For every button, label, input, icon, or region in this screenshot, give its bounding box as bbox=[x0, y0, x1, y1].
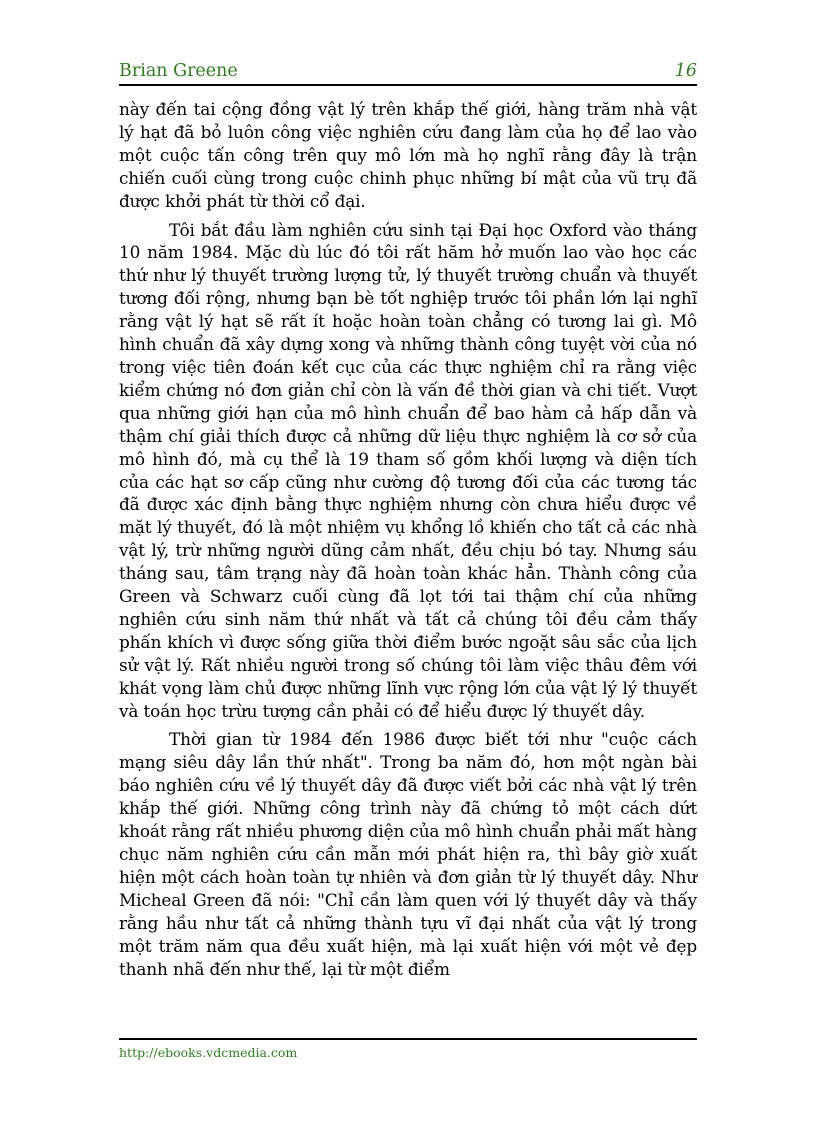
header-page-number: 16 bbox=[674, 61, 697, 81]
paragraph-superstring-revolution: Thời gian từ 1984 đến 1986 được biết tới như "cuộc cách mạng siêu dây lần thứ nhất". Trong ba năm đó, hơn một ngàn bài báo nghiên cứu về lý thuyết dây đã được viết bởi các nhà vật lý trên khắp thế giới. Những công trình này đã chứng tỏ một cách dứt khoát rằng rất nhiều phương diện của mô hình chuẩn phải mất hàng chục năm nghiên cứu cần mẫn mới phát hiện ra, thì bây giờ xuất hiện một cách hoàn toàn tự nhiên và đơn giản từ lý thuyết dây. Như Micheal Green đã nói: "Chỉ cần làm quen với lý thuyết dây và thấy rằng hầu như tất cả những thành tựu vĩ đại nhất của vật lý trong một trăm năm qua đều xuất hiện, mà lại xuất hiện với một vẻ đẹp thanh nhã đến như thế, lại từ một điểm bbox=[119, 729, 697, 979]
header-author: Brian Greene bbox=[119, 61, 238, 81]
paragraph-oxford: Tôi bắt đầu làm nghiên cứu sinh tại Đại học Oxford vào tháng 10 năm 1984. Mặc dù lúc đó tôi rất hăm hở muốn lao vào học các thứ như lý thuyết trường lượng tử, lý thuyết trường chuẩn và thuyết tương đối rộng, nhưng bạn bè tốt nghiệp trước tôi phần lớn lại nghĩ rằng vật lý hạt sẽ rất ít hoặc hoàn toàn chẳng có tương lai gì. Mô hình chuẩn đã xây dựng xong và những thành công tuyệt vời của nó trong việc tiên đoán kết cục của các thực nghiệm chỉ ra rằng việc kiểm chứng nó đơn giản chỉ còn là vấn đề thời gian và chi tiết. Vượt qua những giới hạn của mô hình chuẩn để bao hàm cả hấp dẫn và thậm chí giải thích được cả những dữ liệu thực nghiệm là cơ sở của mô hình đó, mà cụ thể là 19 tham số gồm khối lượng và diện tích của các hạt sơ cấp cũng như cường độ tương đối của các tương tác đã được xác định bằng thực nghiệm nhưng còn chưa hiểu được về mặt lý thuyết, đó là một nhiệm vụ khổng lồ khiến cho tất cả các nhà vật lý, trừ những người dũng cảm nhất, đều chịu bó tay. Nhưng sáu tháng sau, tâm trạng này đã hoàn toàn khác hẳn. Thành công của Green và Schwarz cuối cùng đã lọt tới tai thậm chí của những nghiên cứu sinh năm thứ nhất và tất cả chúng tôi đều cảm thấy phấn khích vì được sống giữa thời điểm bước ngoặt sâu sắc của lịch sử vật lý. Rất nhiều người trong số chúng tôi làm việc thâu đêm với khát vọng làm chủ được những lĩnh vực rộng lớn của vật lý lý thuyết và toán học trừu tượng cần phải có để hiểu được lý thuyết dây. bbox=[119, 219, 697, 721]
footer-url-link[interactable]: http://ebooks.vdcmedia.com bbox=[119, 1045, 298, 1060]
page-header bbox=[119, 60, 697, 86]
page-body bbox=[119, 98, 697, 986]
paragraph-continuation: này đến tai cộng đồng vật lý trên khắp thế giới, hàng trăm nhà vật lý hạt đã bỏ luôn công việc nghiên cứu đang làm của họ để lao vào một cuộc tấn công trên quy mô lớn mà họ nghĩ rằng đây là trận chiến cuối cùng trong cuộc chinh phục những bí mật của vũ trụ đã được khởi phát từ thời cổ đại. bbox=[119, 99, 697, 211]
page-footer bbox=[119, 1038, 697, 1061]
